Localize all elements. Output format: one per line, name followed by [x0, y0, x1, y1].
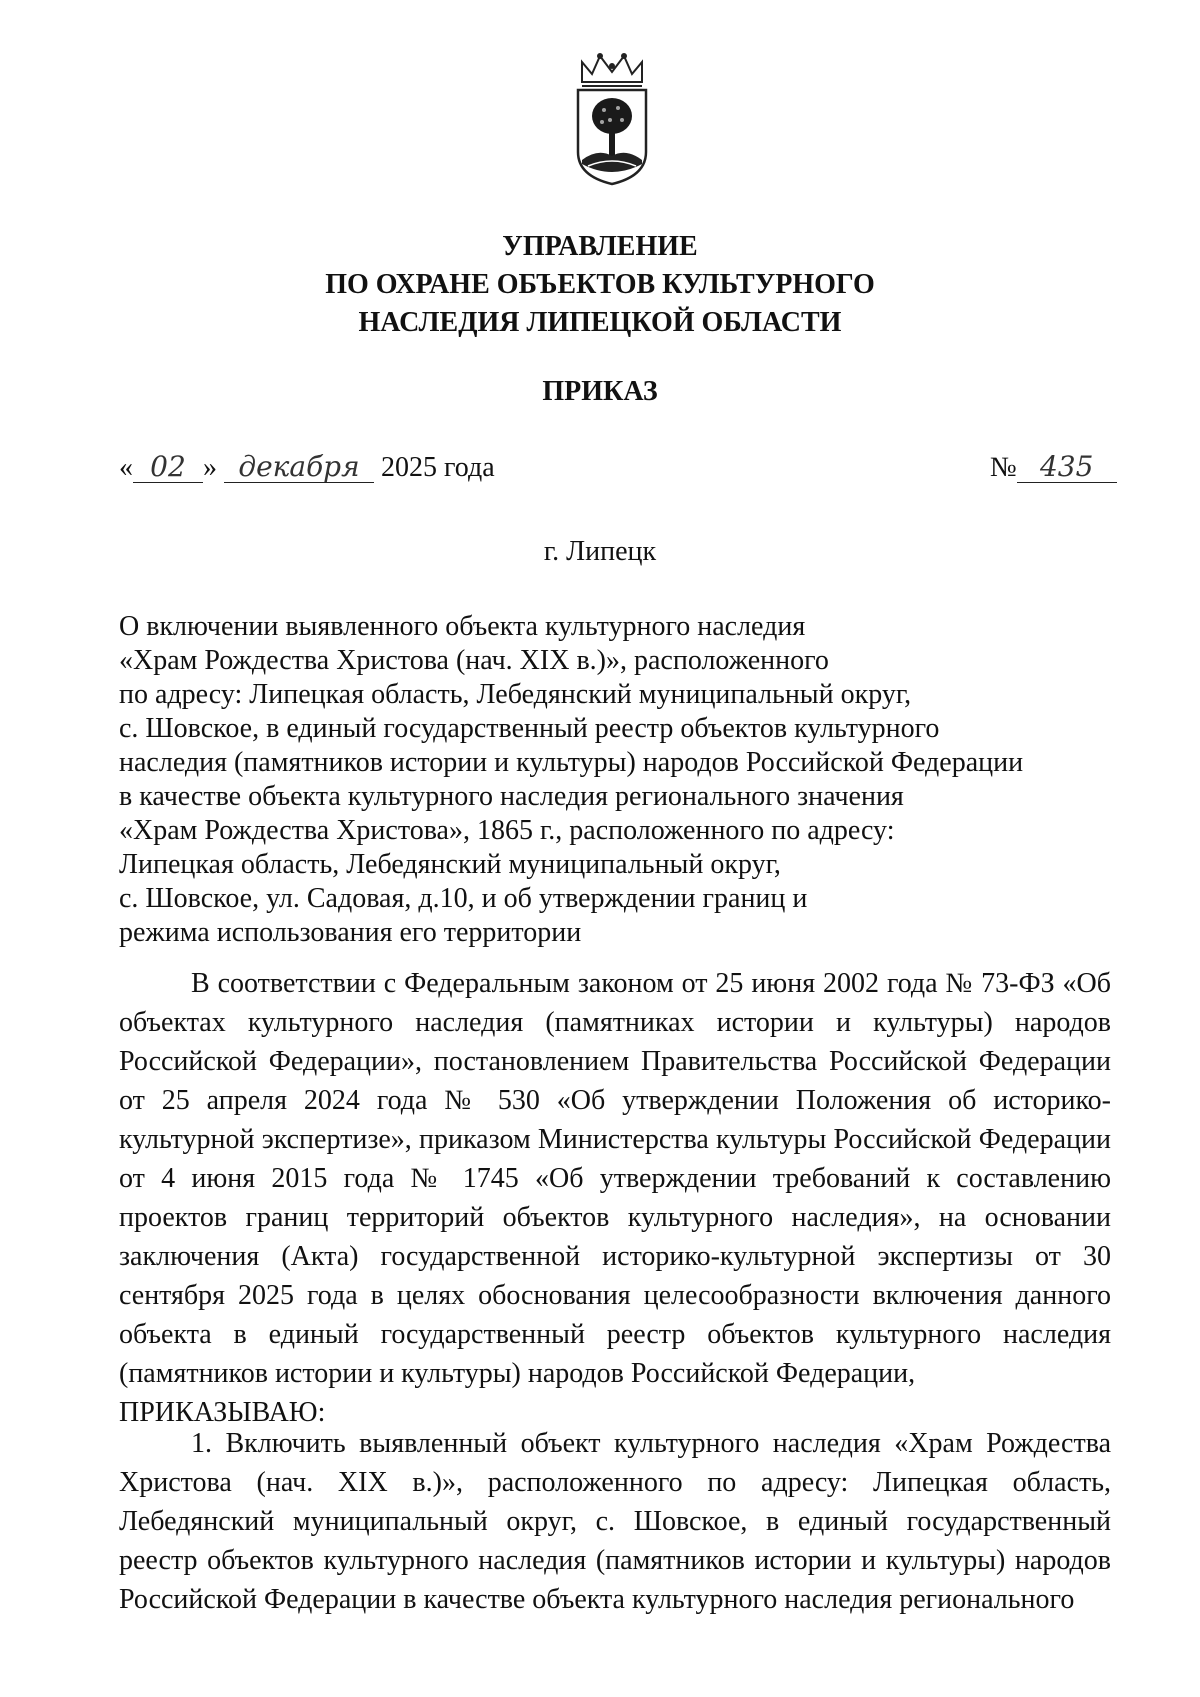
subject-line: «Храм Рождества Христова (нач. XIX в.)», расположенного	[119, 645, 829, 676]
subject-line: О включении выявленного объекта культурного наследия	[119, 611, 806, 642]
preamble-paragraph	[119, 964, 1111, 1432]
handwritten-month: декабря	[224, 452, 374, 483]
date-year: 2025 года	[381, 452, 495, 483]
order-item-1-text: 1. Включить выявленный объект культурного наследия «Храм Рождества Христова (нач. XIX в.)», расположенного по адресу: Липецкая область, Лебедянский муниципальный округ, с. Шовское, в единый государственный реестр объектов культурного наследия (памятников истории и культуры) народов Российской Федерации в качестве объекта культурного наследия регионального	[119, 1428, 1111, 1615]
subject-line: по адресу: Липецкая область, Лебедянский муниципальный округ,	[119, 679, 912, 710]
subject-line: в качестве объекта культурного наследия регионального значения	[119, 781, 904, 812]
document-number	[990, 452, 1117, 484]
handwritten-day: 02	[133, 452, 203, 483]
city-line: г. Липецк	[543, 536, 657, 567]
issuer-header	[0, 228, 1200, 342]
preamble-text: В соответствии с Федеральным законом от 25 июня 2002 года № 73-ФЗ «Об объектах культурного наследия (памятниках истории и культуры) народов Российской Федерации», постановлением Правительства Российской Федерации от 25 апреля 2024 года № 530 «Об утверждении Положения об историко-культурной экспертизе», приказом Министерства культуры Российской Федерации от 4 июня 2015 года № 1745 «Об утверждении требований к составлению проектов границ территорий объектов культурного наследия», на основании заключения (Акта) государственной историко-культурной экспертизы от 30 сентября 2025 года в целях обоснования целесообразности включения данного объекта в единый государственный реестр объектов культурного наследия (памятников истории и культуры) народов Российской Федерации,	[119, 968, 1111, 1389]
subject-line: наследия (памятников истории и культуры) народов Российской Федерации	[119, 747, 1024, 778]
document-type-title: ПРИКАЗ	[542, 376, 658, 407]
order-word: ПРИКАЗЫВАЮ:	[119, 1397, 326, 1428]
subject-block	[119, 610, 1023, 950]
order-item-1	[119, 1424, 1111, 1619]
date-open-quote: «	[119, 452, 133, 483]
handwritten-number: 435	[1017, 452, 1117, 483]
header-line-2: ПО ОХРАНЕ ОБЪЕКТОВ КУЛЬТУРНОГО	[325, 269, 875, 300]
subject-line: с. Шовское, ул. Садовая, д.10, и об утверждении границ и	[119, 883, 808, 914]
subject-line: режима использования его территории	[119, 917, 582, 948]
coat-of-arms-emblem	[574, 52, 650, 186]
date-close-quote: »	[203, 452, 217, 483]
header-line-3: НАСЛЕДИЯ ЛИПЕЦКОЙ ОБЛАСТИ	[358, 307, 842, 338]
subject-line: Липецкая область, Лебедянский муниципальный округ,	[119, 849, 781, 880]
document-date	[119, 452, 495, 484]
subject-line: «Храм Рождества Христова», 1865 г., расположенного по адресу:	[119, 815, 895, 846]
subject-line: с. Шовское, в единый государственный реестр объектов культурного	[119, 713, 940, 744]
header-line-1: УПРАВЛЕНИЕ	[502, 231, 698, 262]
number-label: №	[990, 452, 1017, 483]
